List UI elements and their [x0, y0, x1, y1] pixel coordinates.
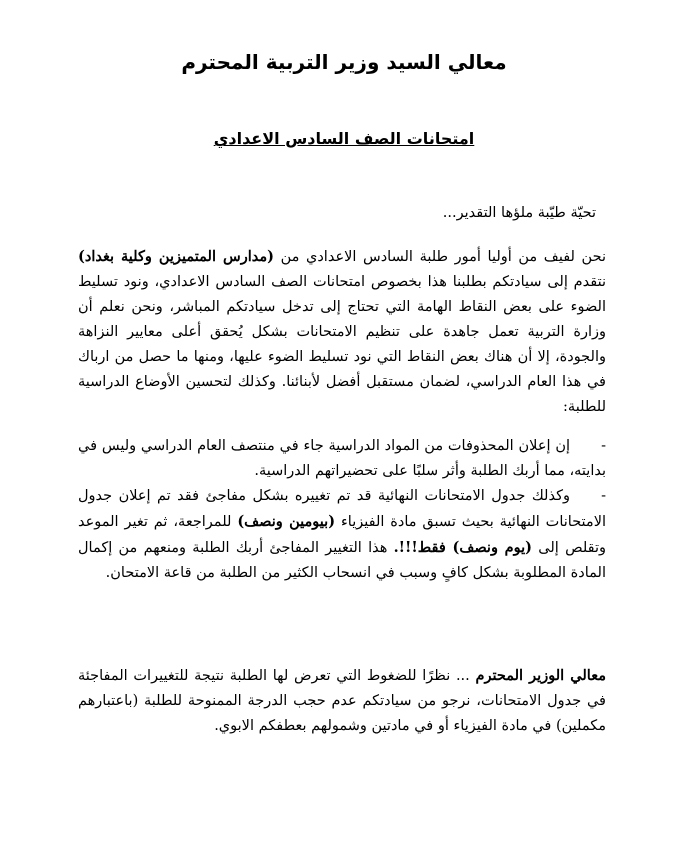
item-bold: (بيومين ونصف): [237, 513, 336, 530]
list-marker: -: [601, 488, 606, 504]
closing-paragraph: [78, 663, 606, 739]
intro-paragraph: [78, 244, 606, 420]
closing-salutation: معالي الوزير المحترم: [475, 667, 606, 684]
intro-text-1: نحن لفيف من أوليا أمور طلبة السادس الاعدادي من: [273, 249, 606, 265]
points-list: [78, 434, 606, 586]
greeting: تحيّة طيّبة ملؤها التقدير...: [442, 205, 596, 221]
list-item: [78, 434, 606, 484]
letter-subtitle: امتحانات الصف السادس الاعدادي: [213, 129, 475, 148]
list-marker: -: [601, 438, 606, 454]
list-item: [78, 484, 606, 586]
item-bold: (يوم ونصف) فقط!!!.: [393, 539, 533, 556]
closing-text: ... نظرًا للضغوط التي تعرض لها الطلبة نتيجة للتغييرات المفاجئة في جدول الامتحانات، نرجو من سيادتكم عدم حجب الدرجة الممنوحة للطلبة (باعتبارهم مكملين) في مادة الفيزياء أو في مادتين وشمولهم بعطفكم الابوي.: [78, 668, 606, 734]
intro-text-2: نتقدم إلى سيادتكم بطلبنا هذا بخصوص امتحانات الصف السادس الاعدادي، ونود تسليط الضوء على بعض النقاط الهامة التي تحتاج إلى تدخل سيادتكم المباشر، ونحن نعلم أن وزارة التربية تعمل جاهدة على تنظيم الامتحانات بشكل يُحقق أعلى معايير النزاهة والجودة، إلا أن هناك بعض النقاط التي نود تسليط الضوء عليها، ومنها ما حصل من ارباك في هذا العام الدراسي، لضمان مستقبل أفضل لأبنائنا. وكذلك لتحسين الأوضاع الدراسية للطلبة:: [78, 274, 606, 415]
item-text: هذا التغيير المفاجئ أربك الطلبة ومنعهم من إكمال المادة المطلوبة بشكل كافٍ وسبب في انسحاب الكثير من الطلبة من قاعة الامتحان.: [78, 540, 606, 581]
item-text: للمراجعة، ثم تغير الموعد وتقلص إلى: [78, 514, 607, 556]
item-text: إن إعلان المحذوفات من المواد الدراسية جاء في منتصف العام الدراسي وليس في بدايته، مما أربك الطلبة وأثر سلبًا على تحضيراتهم الدراسية.: [78, 438, 606, 479]
item-text: وكذلك جدول الامتحانات النهائية قد تم تغييره بشكل مفاجئ فقد تم إعلان جدول الامتحانات النهائية بحيث تسبق مادة الفيزياء: [78, 488, 607, 530]
intro-schools: (مدارس المتميزين وكلية بغداد): [78, 248, 274, 265]
letter-title: معالي السيد وزير التربية المحترم: [181, 50, 507, 74]
